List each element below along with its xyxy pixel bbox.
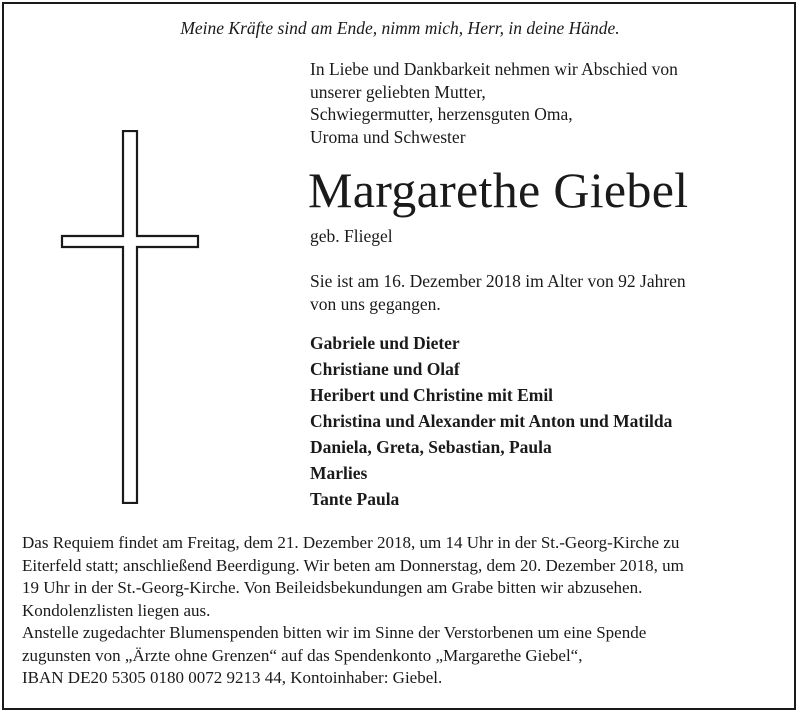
mourner-entry: Daniela, Greta, Sebastian, Paula [310, 437, 552, 457]
motto-quote: Meine Kräfte sind am Ende, nimm mich, Herr, in deine Hände. [180, 18, 620, 38]
intro-line: In Liebe und Dankbarkeit nehmen wir Abschied von [310, 59, 678, 79]
notice-line: Kondolenzlisten liegen aus. [22, 600, 211, 620]
maiden-name: geb. Fliegel [310, 226, 393, 246]
intro-line: Uroma und Schwester [310, 126, 466, 147]
mourner-entry: Christina und Alexander mit Anton und Matilda [310, 411, 673, 431]
notice-line: Das Requiem findet am Freitag, dem 21. Dezember 2018, um 14 Uhr in der St.-Georg-Kirche zu [22, 533, 680, 552]
intro-line: unserer geliebten Mutter, [310, 81, 486, 102]
deceased-name: Margarethe Giebel [308, 162, 689, 218]
notice-line: Eiterfeld statt; anschließend Beerdigung. Wir beten am Donnerstag, dem 20. Dezember 2018, um [22, 555, 684, 575]
funeral-notice [22, 532, 782, 690]
notice-line: zugunsten von „Ärzte ohne Grenzen“ auf das Spendenkonto „Margarethe Giebel“, [22, 645, 583, 665]
latin-cross-icon [60, 130, 200, 504]
mourners-list [310, 330, 672, 512]
mourner-entry: Marlies [310, 463, 368, 483]
notice-line: 19 Uhr in der St.-Georg-Kirche. Von Beileidsbekundungen am Grabe bitten wir abzusehen. [22, 578, 643, 597]
mourner-entry: Christiane und Olaf [310, 359, 460, 379]
mourner-entry: Gabriele und Dieter [310, 333, 460, 353]
mourner-entry: Heribert und Christine mit Emil [310, 385, 554, 405]
notice-line: Anstelle zugedachter Blumenspenden bitten wir im Sinne der Verstorbenen um eine Spende [22, 623, 647, 642]
mourner-entry: Tante Paula [310, 489, 400, 509]
notice-line: IBAN DE20 5305 0180 0072 9213 44, Kontoinhaber: Giebel. [22, 668, 443, 687]
death-line: Sie ist am 16. Dezember 2018 im Alter von 92 Jahren [310, 271, 686, 291]
intro-line: Schwiegermutter, herzensguten Oma, [310, 104, 573, 124]
intro-text [310, 58, 780, 148]
death-statement [310, 270, 780, 315]
death-line: von uns gegangen. [310, 293, 441, 314]
